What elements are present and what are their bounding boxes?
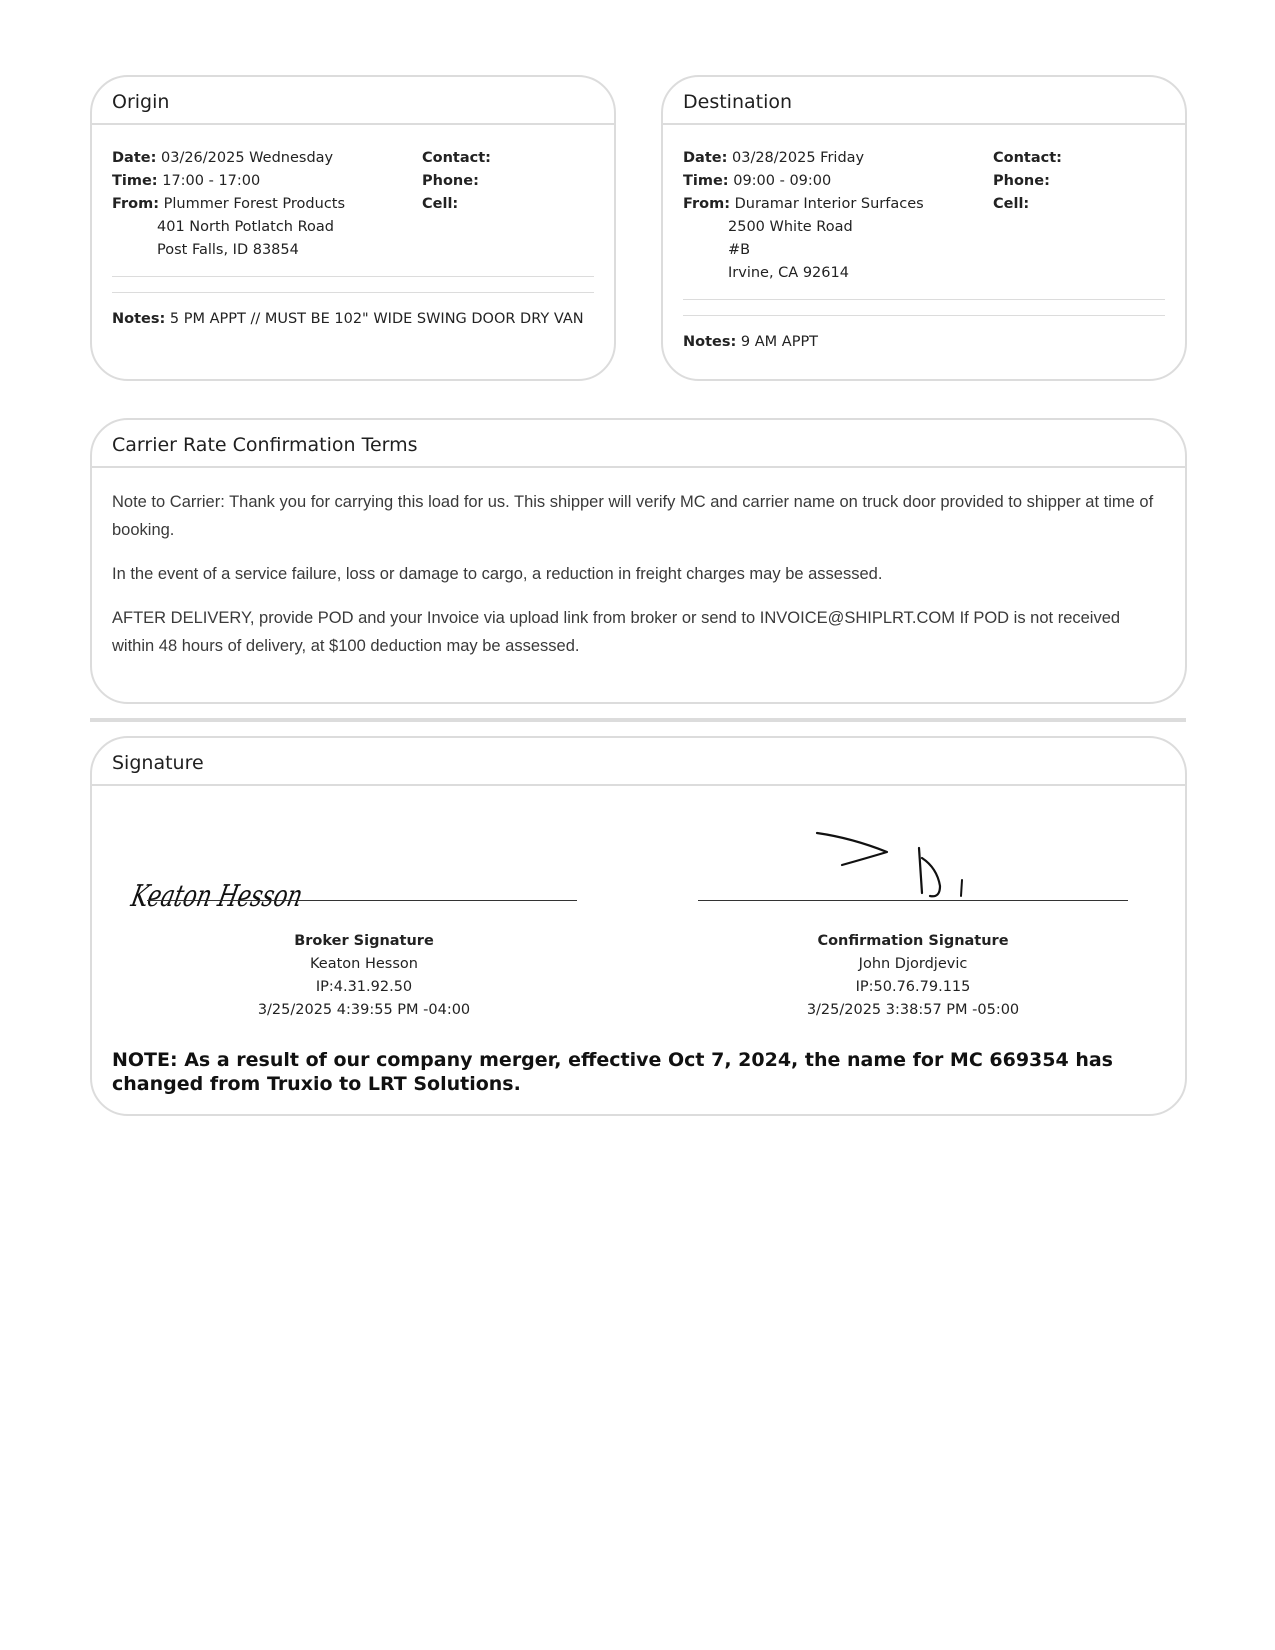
- destination-time-row: [683, 170, 1165, 193]
- signature-title: Signature: [92, 738, 1185, 786]
- destination-notes: [683, 334, 1165, 350]
- destination-from-label: From:: [683, 196, 730, 212]
- broker-name: Keaton Hesson: [310, 956, 418, 972]
- signature-card: [90, 736, 1187, 1116]
- terms-card: [90, 418, 1187, 704]
- origin-notes-value: 5 PM APPT // MUST BE 102" WIDE SWING DOOR DRY VAN: [169, 311, 584, 327]
- section-separator: [90, 718, 1186, 722]
- origin-notes-label: Notes:: [112, 311, 166, 327]
- terms-paragraph: In the event of a service failure, loss or damage to cargo, a reduction in freight charges may be assessed.: [112, 565, 883, 583]
- origin-address-line: Post Falls, ID 83854: [157, 242, 299, 258]
- destination-address-line: 2500 White Road: [728, 219, 853, 235]
- origin-cell-label: Cell:: [422, 196, 459, 212]
- divider: [112, 292, 594, 293]
- destination-from-name: Duramar Interior Surfaces: [734, 196, 924, 212]
- origin-from-name: Plummer Forest Products: [163, 196, 346, 212]
- confirmation-timestamp: 3/25/2025 3:38:57 PM -05:00: [806, 1002, 1020, 1018]
- broker-ip: IP:4.31.92.50: [315, 979, 413, 995]
- confirmation-ip: IP:50.76.79.115: [855, 979, 971, 995]
- destination-notes-label: Notes:: [683, 334, 737, 350]
- divider: [112, 276, 594, 277]
- origin-date-value: 03/26/2025 Wednesday: [161, 150, 334, 166]
- origin-body: [92, 125, 614, 327]
- terms-title: Carrier Rate Confirmation Terms: [92, 420, 1185, 468]
- destination-phone-label: Phone:: [993, 173, 1050, 189]
- destination-from-row: [683, 193, 1165, 216]
- origin-date-row: [112, 147, 594, 170]
- destination-notes-value: 9 AM APPT: [740, 334, 819, 350]
- origin-time-label: Time:: [112, 173, 158, 189]
- broker-signature-image: [128, 868, 364, 918]
- destination-contact-col: [993, 147, 1062, 216]
- destination-title: Destination: [663, 77, 1185, 125]
- destination-cell-label: Cell:: [993, 196, 1030, 212]
- merger-note: NOTE: As a result of our company merger, effective Oct 7, 2024, the name for MC 669354 has changed from Truxio to LRT Solutions.: [112, 1049, 1113, 1095]
- broker-signature-text: Keaton Hesson: [128, 879, 364, 914]
- origin-from-label: From:: [112, 196, 159, 212]
- origin-time-value: 17:00 - 17:00: [162, 173, 261, 189]
- confirmation-signature-image: [812, 828, 982, 908]
- broker-timestamp: 3/25/2025 4:39:55 PM -04:00: [257, 1002, 471, 1018]
- destination-address-line: Irvine, CA 92614: [728, 265, 849, 281]
- broker-signature-line: [147, 900, 577, 901]
- confirmation-signature-block: [723, 930, 1103, 1022]
- origin-phone-label: Phone:: [422, 173, 479, 189]
- origin-title: Origin: [92, 77, 614, 125]
- origin-date-label: Date:: [112, 150, 157, 166]
- confirmation-signature-line: [698, 900, 1128, 901]
- origin-from-row: [112, 193, 594, 216]
- terms-paragraph: Note to Carrier: Thank you for carrying this load for us. This shipper will verify MC and carrier name on truck door provided to shipper at time of booking.: [112, 493, 1154, 539]
- terms-body: [92, 468, 1185, 660]
- destination-address-line: #B: [728, 242, 751, 258]
- divider: [683, 315, 1165, 316]
- origin-contact-col: [422, 147, 491, 216]
- origin-contact-label: Contact:: [422, 150, 491, 166]
- terms-paragraph: AFTER DELIVERY, provide POD and your Invoice via upload link from broker or send to INVOICE@SHIPLRT.COM If POD is not received within 48 hours of delivery, at $100 deduction may be assessed.: [112, 609, 1121, 655]
- divider: [683, 299, 1165, 300]
- broker-signature-block: [174, 930, 554, 1022]
- destination-time-label: Time:: [683, 173, 729, 189]
- destination-date-value: 03/28/2025 Friday: [732, 150, 865, 166]
- destination-date-row: [683, 147, 1165, 170]
- origin-card: [90, 75, 616, 381]
- destination-contact-label: Contact:: [993, 150, 1062, 166]
- destination-date-label: Date:: [683, 150, 728, 166]
- broker-signature-title: Broker Signature: [294, 933, 434, 949]
- origin-notes: [112, 311, 594, 327]
- destination-card: [661, 75, 1187, 381]
- destination-body: [663, 125, 1185, 350]
- confirmation-signature-title: Confirmation Signature: [817, 933, 1009, 949]
- confirmation-name: John Djordjevic: [858, 956, 968, 972]
- origin-time-row: [112, 170, 594, 193]
- origin-address-line: 401 North Potlatch Road: [157, 219, 334, 235]
- destination-time-value: 09:00 - 09:00: [733, 173, 832, 189]
